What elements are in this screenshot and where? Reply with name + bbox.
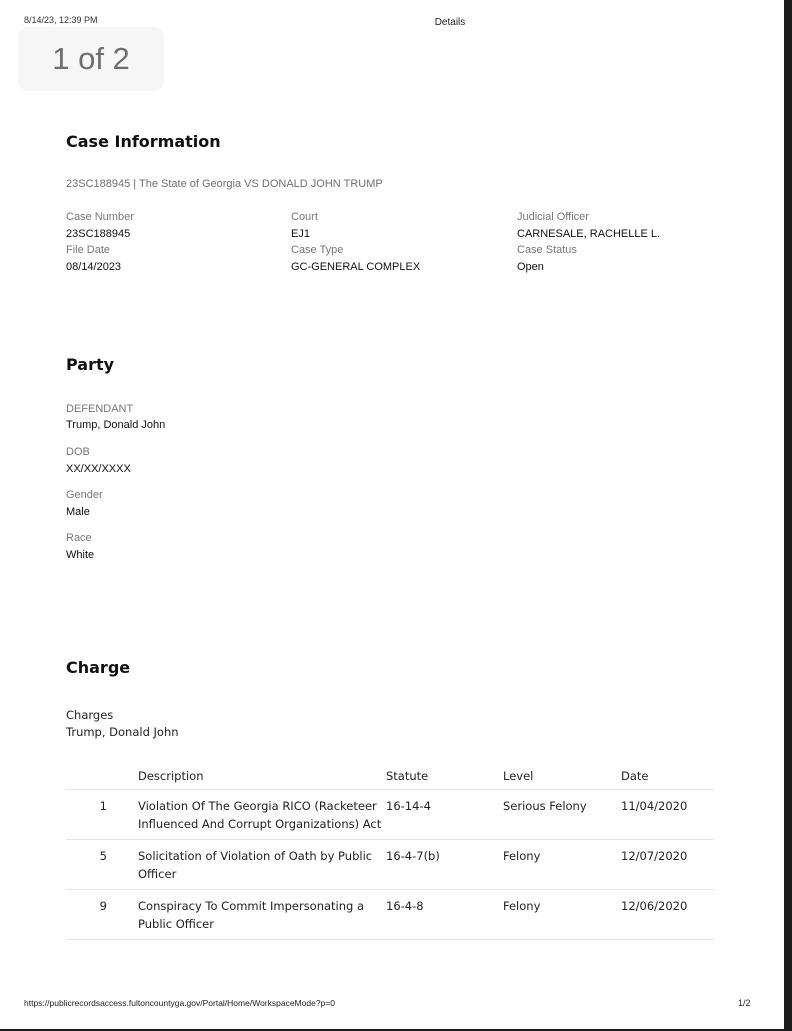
- charge-number: 5: [66, 840, 138, 890]
- gender-label: Gender: [66, 489, 103, 501]
- court-label: Court: [291, 211, 318, 223]
- judicial-officer-value: CARNESALE, RACHELLE L.: [517, 228, 661, 240]
- charges-label: Charges: [66, 708, 114, 722]
- charges-table: [66, 764, 714, 940]
- charge-statute: 16-4-7(b): [386, 840, 503, 890]
- footer-page-number: 1/2: [738, 998, 751, 1008]
- case-type-label: Case Type: [291, 244, 344, 256]
- table-row: [66, 890, 714, 940]
- charge-date: 12/07/2020: [621, 840, 714, 890]
- charge-description: Violation Of The Georgia RICO (Racketeer Influenced And Corrupt Organizations) Act: [138, 790, 386, 840]
- column-header-number: [66, 764, 138, 790]
- column-header-description: Description: [138, 764, 386, 790]
- print-page-title: Details: [434, 17, 466, 28]
- charge-level: Felony: [503, 890, 621, 940]
- column-header-statute: Statute: [386, 764, 503, 790]
- case-number-label: Case Number: [66, 211, 134, 223]
- case-information-heading: Case Information: [66, 132, 221, 151]
- defendant-value: Trump, Donald John: [66, 419, 166, 431]
- page-counter-badge: 1 of 2: [18, 27, 164, 91]
- case-summary: 23SC188945 | The State of Georgia VS DONALD JOHN TRUMP: [66, 178, 383, 190]
- print-date-time: 8/14/23, 12:39 PM: [24, 15, 98, 25]
- charge-description: Conspiracy To Commit Impersonating a Public Officer: [138, 890, 386, 940]
- column-header-date: Date: [621, 764, 714, 790]
- party-heading: Party: [66, 355, 115, 374]
- charge-date: 12/06/2020: [621, 890, 714, 940]
- case-type-value: GC-GENERAL COMPLEX: [291, 261, 421, 273]
- race-value: White: [66, 549, 95, 561]
- charge-description: Solicitation of Violation of Oath by Public Officer: [138, 840, 386, 890]
- judicial-officer-label: Judicial Officer: [517, 211, 589, 223]
- case-number-value: 23SC188945: [66, 228, 131, 240]
- dob-label: DOB: [66, 446, 90, 458]
- charge-statute: 16-14-4: [386, 790, 503, 840]
- file-date-value: 08/14/2023: [66, 261, 122, 273]
- dob-value: XX/XX/XXXX: [66, 463, 131, 475]
- charge-level: Serious Felony: [503, 790, 621, 840]
- charge-number: 9: [66, 890, 138, 940]
- gender-value: Male: [66, 506, 90, 518]
- charge-heading: Charge: [66, 658, 131, 677]
- charges-table-header: [66, 764, 714, 790]
- page-edge-right: [784, 0, 792, 1031]
- court-value: EJ1: [291, 228, 310, 240]
- race-label: Race: [66, 532, 92, 544]
- case-status-value: Open: [517, 261, 544, 273]
- charges-party: Trump, Donald John: [66, 725, 179, 739]
- charge-statute: 16-4-8: [386, 890, 503, 940]
- charge-level: Felony: [503, 840, 621, 890]
- case-status-label: Case Status: [517, 244, 577, 256]
- charge-number: 1: [66, 790, 138, 840]
- footer-url: https://publicrecordsaccess.fultoncountyga.gov/Portal/Home/WorkspaceMode?p=0: [24, 998, 335, 1008]
- column-header-level: Level: [503, 764, 621, 790]
- charge-date: 11/04/2020: [621, 790, 714, 840]
- defendant-label: DEFENDANT: [66, 403, 134, 415]
- table-row: [66, 790, 714, 840]
- table-row: [66, 840, 714, 890]
- file-date-label: File Date: [66, 244, 111, 256]
